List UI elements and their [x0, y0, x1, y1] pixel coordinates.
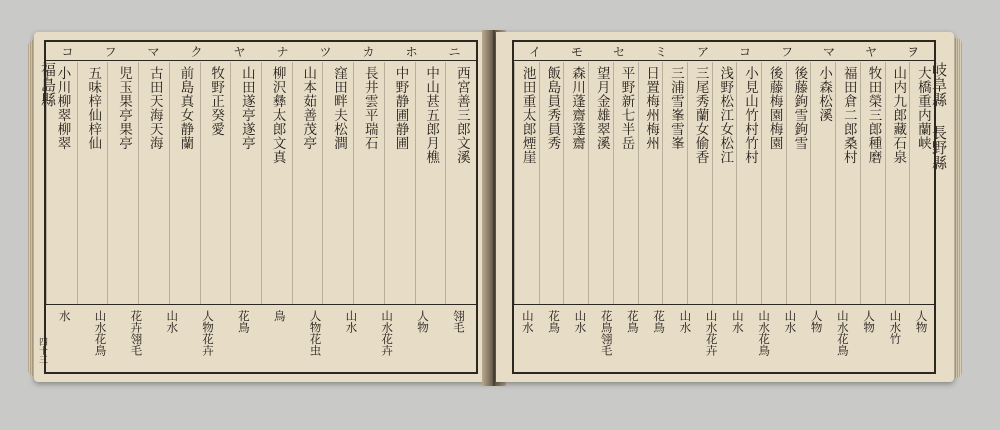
genre-cell [672, 306, 698, 372]
genre-text: 花鳥 [625, 310, 640, 333]
genre-cell [261, 306, 297, 372]
genre-cell [333, 306, 369, 372]
entry-column [885, 62, 910, 304]
open-book [34, 32, 954, 382]
entry-column [613, 62, 638, 304]
artist-entry: 山田遂亭遂亭 [238, 66, 255, 150]
genre-cell [698, 306, 724, 372]
head-kana: マ [147, 44, 160, 59]
genre-cell [440, 306, 476, 372]
entry-column [786, 62, 811, 304]
genre-text: 山水 [520, 310, 535, 333]
genre-text: 人物 [416, 310, 430, 333]
genre-text: 山水 [344, 310, 359, 333]
head-kana: ヤ [233, 44, 246, 59]
artist-entry: 森川蓬齋蓬齋 [569, 66, 586, 150]
head-kana: ツ [319, 44, 332, 59]
genre-cell [645, 306, 671, 372]
artist-entry: 長井雲平瑞石 [361, 66, 378, 150]
entry-column [736, 62, 761, 304]
genre-text: 山水花鳥 [757, 310, 772, 356]
genre-text: 花鳥 [547, 310, 562, 333]
right-table [512, 40, 936, 374]
head-kana: コ [61, 44, 74, 59]
head-kana: フ [104, 44, 117, 59]
head-kana: ニ [448, 44, 461, 59]
genre-cell [882, 306, 908, 372]
entry-column [292, 62, 323, 304]
entry-column [107, 62, 138, 304]
entry-column [835, 62, 860, 304]
entry-column [169, 62, 200, 304]
genre-cell [908, 306, 934, 372]
artist-entry: 山内九郎藏石泉 [890, 66, 907, 164]
genre-text: 山水 [783, 310, 798, 333]
genre-text: 山水 [165, 310, 180, 333]
genre-rule [46, 304, 476, 305]
genre-cell [829, 306, 855, 372]
entry-column [588, 62, 613, 304]
head-kana: カ [362, 44, 375, 59]
genre-text: 山水 [573, 310, 588, 333]
genre-cell [46, 306, 82, 372]
artist-entry: 望月金雄翠溪 [593, 66, 610, 150]
head-kana: ヤ [864, 44, 877, 59]
genre-cell [567, 306, 593, 372]
head-kana: ヲ [906, 44, 919, 59]
left-heads [46, 42, 476, 60]
entry-column [261, 62, 292, 304]
genre-cell [514, 306, 540, 372]
genre-text: 山水竹 [888, 310, 903, 345]
genre-cell [855, 306, 881, 372]
artist-entry: 児玉果亭果亭 [115, 66, 132, 150]
genre-text: 花鳥 [236, 310, 251, 333]
artist-entry: 五味梓仙梓仙 [85, 66, 102, 150]
artist-entry: 日置梅州梅州 [643, 66, 660, 150]
prefecture-label: 福島縣 [39, 62, 57, 107]
artist-entry: 飯島員秀員秀 [544, 66, 561, 150]
head-kana: ア [696, 44, 709, 59]
genre-text: 人物 [862, 310, 877, 333]
entry-column [138, 62, 169, 304]
head-kana: ミ [654, 44, 667, 59]
head-kana: ク [190, 44, 203, 59]
artist-entry: 三浦雪峯雪峯 [667, 66, 684, 150]
entry-column [353, 62, 384, 304]
entry-column [514, 62, 539, 304]
artist-entry: 福田倉二郎桑村 [840, 66, 857, 164]
artist-entry: 牧野正癸愛 [208, 66, 225, 136]
genre-cell [540, 306, 566, 372]
head-kana: イ [528, 44, 541, 59]
genre-text: 山水 [678, 310, 693, 333]
artist-entry: 大橋重内蘭峡 [914, 66, 931, 150]
genre-text: 花卉翎毛 [129, 310, 144, 356]
entry-column [415, 62, 446, 304]
entry-column [761, 62, 786, 304]
artist-entry: 小川柳翠柳翠 [54, 66, 71, 150]
header-rule [46, 60, 476, 61]
artist-entry: 古田天海天海 [146, 66, 163, 150]
artist-entry: 三尾秀蘭女偷香 [692, 66, 709, 164]
artist-entry: 牧田榮三郎種磨 [865, 66, 882, 164]
entry-column [638, 62, 663, 304]
entry-column [230, 62, 261, 304]
entry-column [563, 62, 588, 304]
genre-text: 人物花虫 [308, 310, 323, 356]
genre-text: 山水花鳥 [93, 310, 108, 356]
left-genres [46, 306, 476, 372]
genre-cell [777, 306, 803, 372]
genre-text: 山水花卉 [380, 310, 395, 356]
genre-cell [803, 306, 829, 372]
prefecture-label: 岐阜縣 長野縣 [930, 62, 948, 170]
head-kana: モ [570, 44, 583, 59]
entry-column [539, 62, 564, 304]
genre-text: 水 [57, 310, 72, 322]
genre-text: 鳥 [272, 310, 287, 322]
genre-cell [118, 306, 154, 372]
artist-entry: 小森松溪 [816, 66, 833, 122]
entry-column [662, 62, 687, 304]
entry-column [712, 62, 737, 304]
genre-text: 人物花卉 [201, 310, 216, 356]
genre-text: 花鳥翎毛 [599, 310, 614, 356]
artist-entry: 平野新七半岳 [618, 66, 635, 150]
artist-entry: 窪田畔夫松澗 [331, 66, 348, 150]
genre-cell [593, 306, 619, 372]
genre-cell [750, 306, 776, 372]
genre-text: 花鳥 [652, 310, 667, 333]
left-columns [46, 62, 476, 304]
artist-entry: 中山甚五郎月樵 [423, 66, 440, 164]
entry-column [322, 62, 353, 304]
genre-cell [369, 306, 405, 372]
genre-text: 山水花鳥 [835, 310, 850, 356]
artist-entry: 中野静圃静圃 [392, 66, 409, 150]
left-table [44, 40, 478, 374]
header-rule [514, 60, 934, 61]
genre-cell [297, 306, 333, 372]
entry-column [687, 62, 712, 304]
artist-entry: 西宮善三郎文溪 [453, 66, 470, 164]
entry-column [445, 62, 476, 304]
folio-number: 四十三 [37, 337, 47, 364]
right-genres [514, 306, 934, 372]
head-kana: ホ [405, 44, 418, 59]
genre-text: 人物 [914, 310, 929, 333]
artist-entry: 前島真女静蘭 [177, 66, 194, 150]
genre-cell [225, 306, 261, 372]
genre-cell [82, 306, 118, 372]
head-kana: セ [612, 44, 625, 59]
artist-entry: 柳沢彝太郎文真 [269, 66, 286, 164]
genre-cell [189, 306, 225, 372]
right-columns [514, 62, 934, 304]
left-page [34, 32, 492, 382]
entry-column [860, 62, 885, 304]
artist-entry: 山本茹善茂亭 [300, 66, 317, 150]
artist-entry: 小見山竹村竹村 [741, 66, 758, 164]
entry-column [384, 62, 415, 304]
artist-entry: 後藤梅園梅園 [766, 66, 783, 150]
artist-entry: 浅野松江女松江 [717, 66, 734, 164]
genre-cell [404, 306, 440, 372]
artist-entry: 後藤鉤雪鉤雪 [791, 66, 808, 150]
genre-cell [724, 306, 750, 372]
genre-cell [154, 306, 190, 372]
entry-column [77, 62, 108, 304]
head-kana: コ [738, 44, 751, 59]
entry-column [810, 62, 835, 304]
head-kana: ナ [276, 44, 289, 59]
genre-text: 翎毛 [451, 310, 466, 333]
genre-cell [619, 306, 645, 372]
right-heads [514, 42, 934, 60]
genre-rule [514, 304, 934, 305]
right-page [496, 32, 954, 382]
genre-text: 山水花卉 [704, 310, 719, 356]
artist-entry: 池田重太郎煙崖 [519, 66, 536, 164]
entry-column [200, 62, 231, 304]
genre-text: 山水 [730, 310, 745, 333]
head-kana: マ [822, 44, 835, 59]
head-kana: フ [780, 44, 793, 59]
genre-text: 人物 [809, 310, 824, 333]
